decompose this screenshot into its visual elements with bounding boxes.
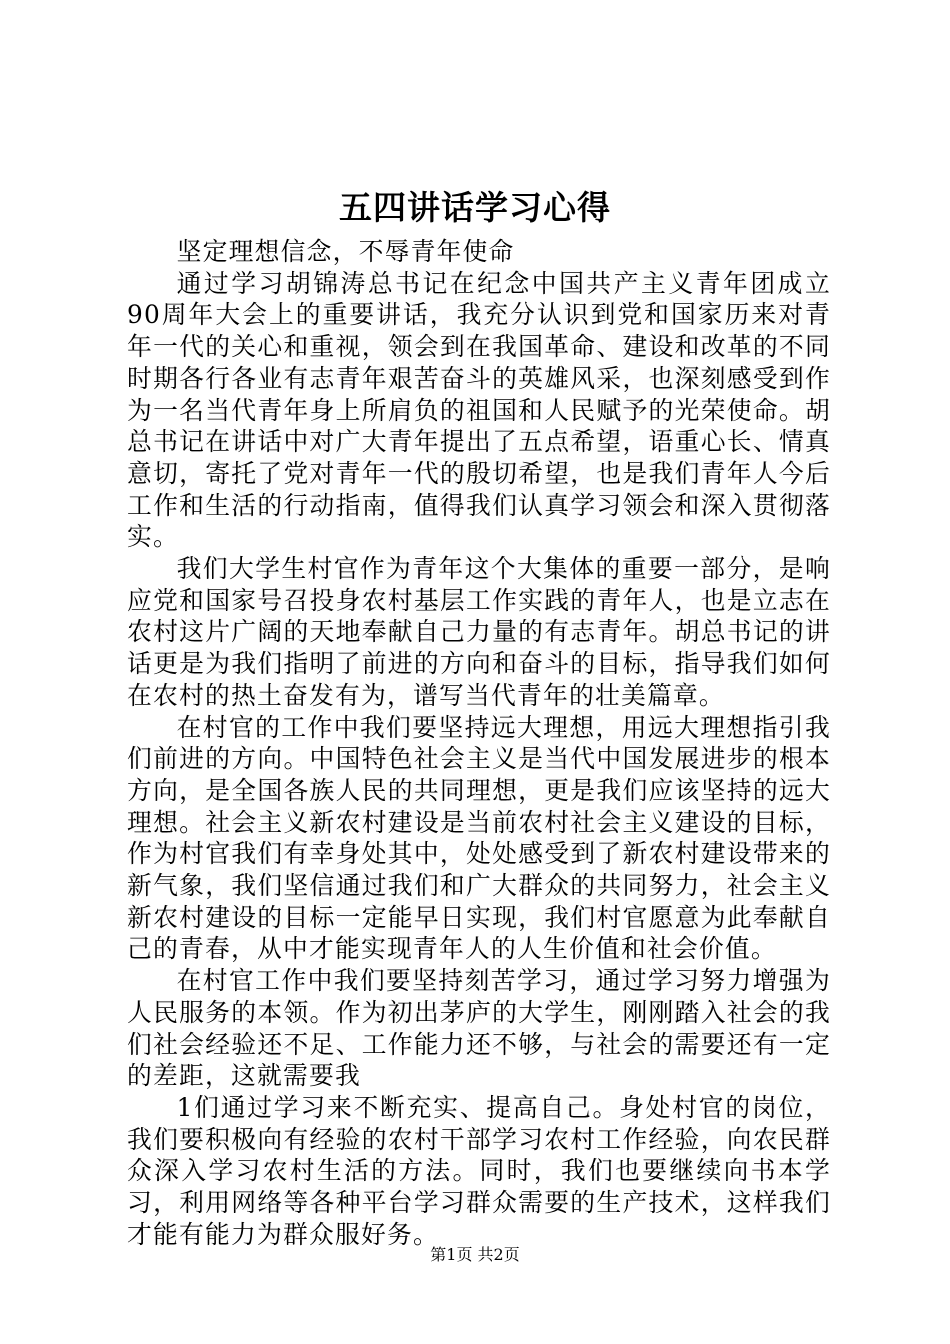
- paragraph-subtitle: 坚定理想信念，不辱青年使命: [176, 237, 515, 266]
- page-number: 第1页 共2页: [430, 1245, 520, 1264]
- page-footer: [0, 1243, 950, 1267]
- document-title: 五四讲话学习心得: [339, 188, 611, 227]
- paragraph: 我们大学生村官作为青年这个大集体的重要一部分，是响应党和国家号召投身农村基层工作实践的青年人，也是立志在农村这片广阔的天地奉献自己力量的有志青年。胡总书记的讲话更是为我们指明了前进的方向和奋斗的目标，指导我们如何在农村的热土奋发有为，谱写当代青年的壮美篇章。: [127, 554, 831, 710]
- paragraph: 1们通过学习来不断充实、提高自己。身处村官的岗位，我们要积极向有经验的农村干部学习农村工作经验，向农民群众深入学习农村生活的方法。同时，我们也要继续向书本学习，利用网络等各种平台学习群众需要的生产技术，这样我们才能有能力为群众服好务。: [127, 1092, 831, 1249]
- paragraph: 在村官的工作中我们要坚持远大理想，用远大理想指引我们前进的方向。中国特色社会主义是当代中国发展进步的根本方向，是全国各族人民的共同理想，更是我们应该坚持的远大理想。社会主义新农村建设是当前农村社会主义建设的目标，作为村官我们有幸身处其中，处处感受到了新农村建设带来的新气象，我们坚信通过我们和广大群众的共同努力，社会主义新农村建设的目标一定能早日实现，我们村官愿意为此奉献自己的青春，从中才能实现青年人的人生价值和社会价值。: [127, 712, 831, 964]
- document-body: [127, 236, 831, 1251]
- paragraph: 通过学习胡锦涛总书记在纪念中国共产主义青年团成立90周年大会上的重要讲话，我充分认识到党和国家历来对青年一代的关心和重视，领会到在我国革命、建设和改革的不同时期各行各业有志青年艰苦奋斗的英雄风采，也深刻感受到作为一名当代青年身上所肩负的祖国和人民赋予的光荣使命。胡总书记在讲话中对广大青年提出了五点希望，语重心长、情真意切，寄托了党对青年一代的殷切希望，也是我们青年人今后工作和生活的行动指南，值得我们认真学习领会和深入贯彻落实。: [127, 268, 831, 552]
- paragraph: 在村官工作中我们要坚持刻苦学习，通过学习努力增强为人民服务的本领。作为初出茅庐的大学生，刚刚踏入社会的我们社会经验还不足、工作能力还不够，与社会的需要还有一定的差距，这就需要我: [127, 966, 831, 1091]
